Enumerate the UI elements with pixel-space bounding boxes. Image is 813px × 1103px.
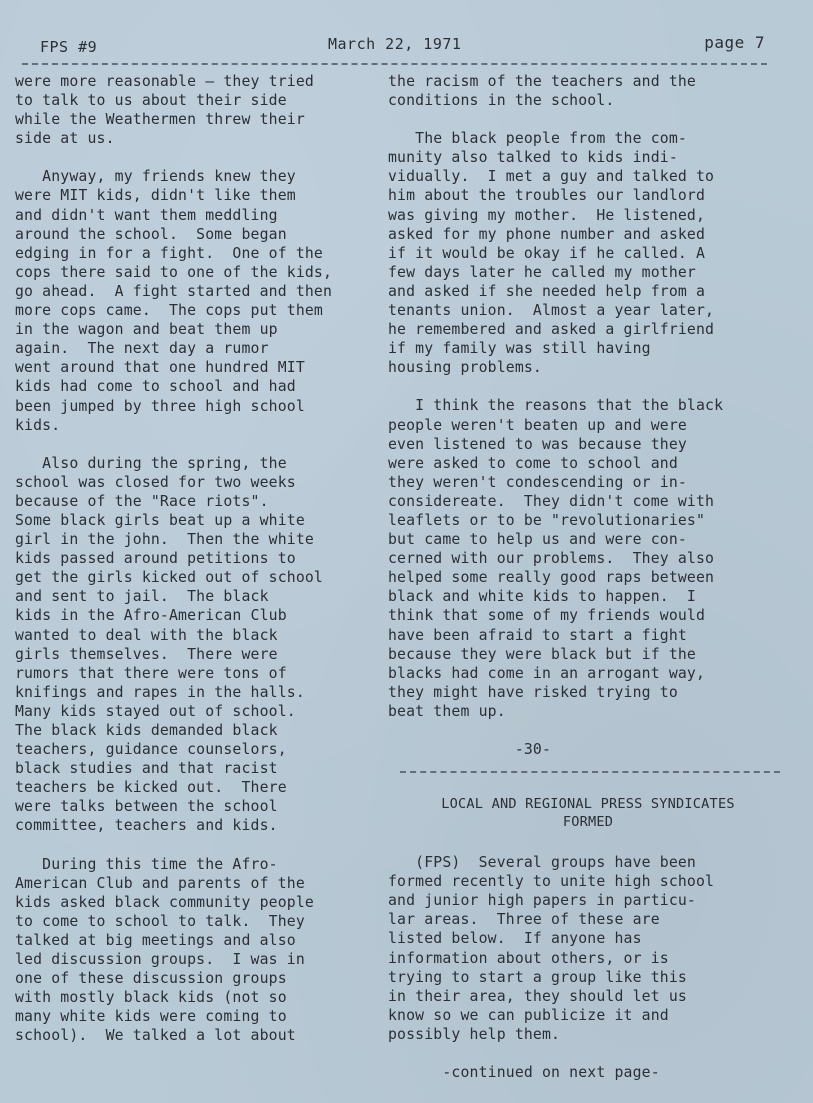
section-title: LOCAL AND REGIONAL PRESS SYNDICATES FORMED xyxy=(441,796,735,831)
section-divider xyxy=(400,771,780,773)
continued-note: -continued on next page- xyxy=(388,1064,660,1082)
article-paragraph: Anyway, my friends knew they were MIT kids, didn't like them and didn't want them meddling around the school. Some began edging in for a fight. One of the cops there said to one of the kids, go ahead. A fight started and then more cops came. The cops put them in the wagon and beat them up again. The next day a rumor went around that one hundred MIT kids had come to school and had been jumped by three high school kids. xyxy=(15,168,333,434)
article-paragraph: (FPS) Several groups have been formed recently to unite high school and junior high papers in particu- lar areas. Three of these are listed below. If anyone has information about others, or is trying to start a group like this in their area, they should let us know so we can publicize it and possibly help them. xyxy=(388,854,715,1043)
article-paragraph: were more reasonable — they tried to talk to us about their side while the Weathermen threw their side at us. xyxy=(15,73,314,148)
page-number: page 7 xyxy=(704,33,765,52)
article-paragraph: the racism of the teachers and the conditions in the school. xyxy=(388,73,696,110)
article-end-mark: -30- xyxy=(388,741,552,758)
header-divider xyxy=(22,63,767,65)
article-paragraph: I think the reasons that the black people weren't beaten up and were even listened to was because they were asked to come to school and they weren't condescending or in- considereate. They didn't come with leaflets or to be "revolutionaries" but came to help us and were con- cerned with our problems. They also helped some really good raps between black and white kids to happen. I think that some of my friends would have been afraid to start a fight because they were black but if the blacks had come in an arrogant way, they might have risked trying to beat them up. xyxy=(388,397,724,720)
publication-date: March 22, 1971 xyxy=(328,35,462,53)
page-header xyxy=(0,28,813,58)
left-column xyxy=(15,72,385,1065)
publication-issue: FPS #9 xyxy=(40,38,98,56)
article-paragraph: Also during the spring, the school was closed for two weeks because of the "Race riots". Some black girls beat up a white girl in the john. Then the white kids passed around petitions to get the girls kicked out of school and sent to jail. The black kids in the Afro-American Club wanted to deal with the black girls themselves. There were rumors that there were tons of knifings and rapes in the halls. Many kids stayed out of school. The black kids demanded black teachers, guidance counselors, black studies and that racist teachers be kicked out. There were talks between the school committee, teachers and kids. xyxy=(15,454,323,835)
right-column xyxy=(388,72,788,1097)
article-paragraph: The black people from the com- munity also talked to kids indi- vidually. I met a guy and talked to him about the troubles our landlord was giving my mother. He listened, asked for my phone number and asked if it would be okay if he called. A few days later he called my mother and asked if she needed help from a tenants union. Almost a year later, he remembered and asked a girlfriend if my family was still having housing problems. xyxy=(388,130,715,377)
article-paragraph: During this time the Afro- American Club and parents of the kids asked black community people to come to school to talk. They talked at big meetings and also led discussion groups. I was in one of these discussion groups with mostly black kids (not so many white kids were coming to school). We talked a lot about xyxy=(15,855,314,1045)
